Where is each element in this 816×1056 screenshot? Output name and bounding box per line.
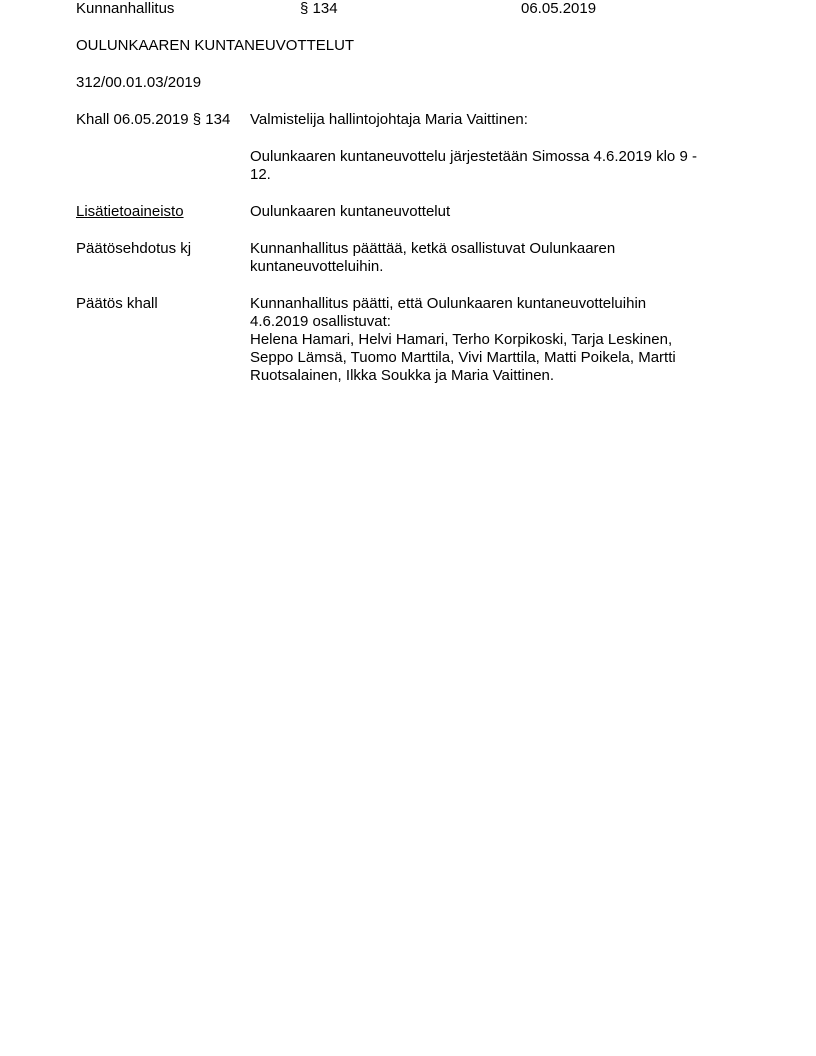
proposal-text	[250, 240, 740, 276]
proposal-line-1: Kunnanhallitus päättää, ketkä osallistuvat Oulunkaaren	[250, 240, 616, 257]
khall-label: Khall 06.05.2019 § 134	[76, 111, 231, 128]
khall-text-line-1: Oulunkaaren kuntaneuvottelu järjestetään Simossa 4.6.2019 klo 9 -	[250, 148, 697, 165]
decision-text	[250, 295, 740, 385]
additional-info-value: Oulunkaaren kuntaneuvottelut	[250, 203, 451, 220]
khall-text	[250, 148, 740, 184]
decision-line-2: 4.6.2019 osallistuvat:	[250, 313, 391, 330]
header-date: 06.05.2019	[521, 0, 597, 17]
document-title: OULUNKAAREN KUNTANEUVOTTELUT	[76, 37, 355, 54]
khall-text-line-2: 12.	[250, 166, 271, 183]
additional-info-text	[250, 203, 740, 221]
decision-line-1: Kunnanhallitus päätti, että Oulunkaaren kuntaneuvotteluihin	[250, 295, 647, 312]
additional-info-label[interactable]: Lisätietoaineisto	[76, 203, 184, 220]
decision-label: Päätös khall	[76, 295, 158, 312]
record-number: 312/00.01.03/2019	[76, 74, 202, 91]
header-body: Kunnanhallitus	[76, 0, 175, 17]
decision-line-5: Ruotsalainen, Ilkka Soukka ja Maria Vaittinen.	[250, 367, 555, 384]
preparer-text: Valmistelija hallintojohtaja Maria Vaittinen:	[250, 111, 528, 128]
proposal-line-2: kuntaneuvotteluihin.	[250, 258, 384, 275]
decision-line-4: Seppo Lämsä, Tuomo Marttila, Vivi Marttila, Matti Poikela, Martti	[250, 349, 676, 366]
proposal-label: Päätösehdotus kj	[76, 240, 192, 257]
decision-line-3: Helena Hamari, Helvi Hamari, Terho Korpikoski, Tarja Leskinen,	[250, 331, 673, 348]
header-section: § 134	[300, 0, 338, 17]
khall-preparer	[250, 111, 740, 129]
